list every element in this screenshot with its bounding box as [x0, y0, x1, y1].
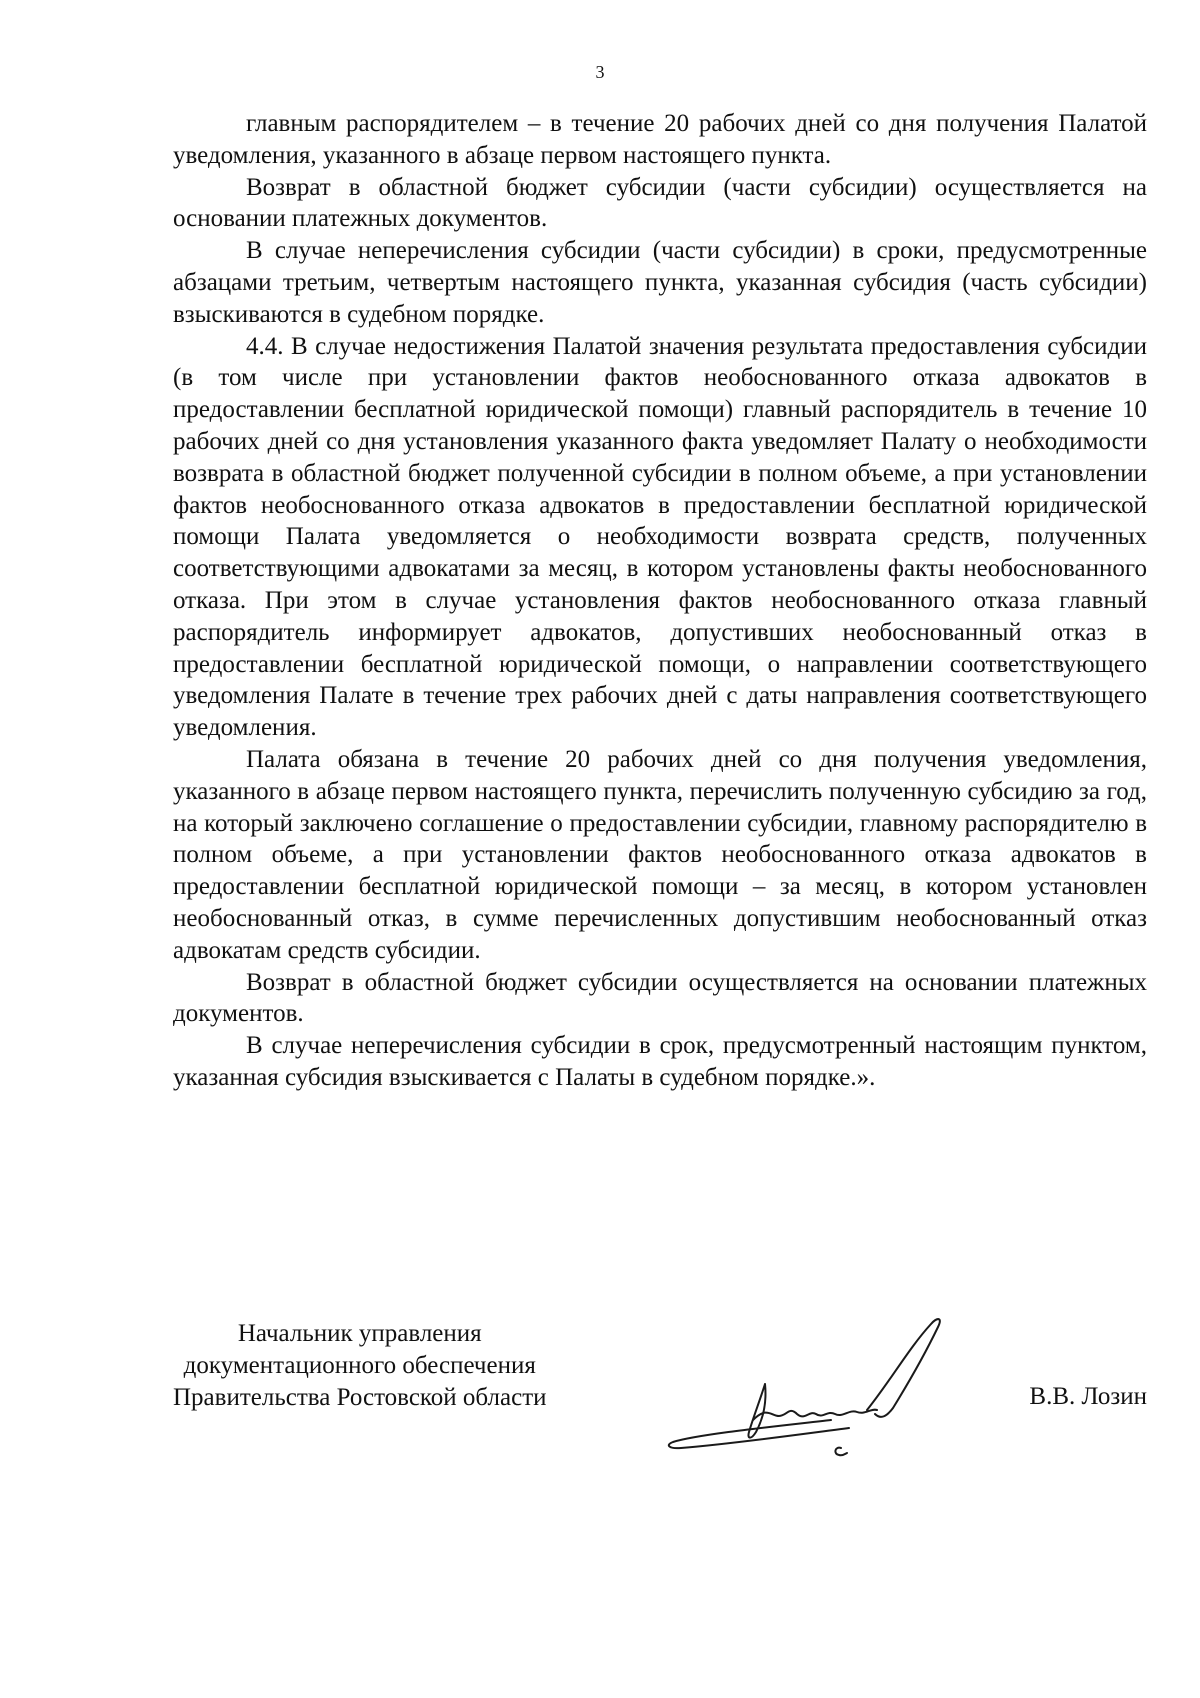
signatory-title-line: документационного обеспечения — [183, 1351, 536, 1379]
document-body — [173, 108, 1147, 1094]
paragraph: Возврат в областной бюджет субсидии осуществляется на основании платежных документов. — [173, 968, 1147, 1028]
signature-stroke — [835, 1448, 847, 1456]
paragraph: Палата обязана в течение 20 рабочих дней со дня получения уведомления, указанного в абзаце первом настоящего пункта, перечислить полученную субсидию за год, на который заключено соглашение о предоставлении субсидии, главному распорядителю в полном объеме, а при установлении фактов необоснованного отказа адвокатов в предоставлении бесплатной юридической помощи – за месяц, в котором установлен необоснованный отказ, в сумме перечисленных допустившим необоснованный отказ адвокатам средств субсидии. — [173, 745, 1147, 964]
signatory-title-line: Правительства Ростовской области — [173, 1383, 547, 1411]
signature-stroke — [753, 1410, 877, 1420]
signatory-title-line: Начальник управления — [237, 1320, 482, 1347]
page-number: 3 — [595, 62, 605, 82]
paragraph: В случае неперечисления субсидии (части субсидии) в сроки, предусмотренные абзацами третьим, четвертым настоящего пункта, указанная субсидия (часть субсидии) взыскиваются в судебном порядке. — [173, 237, 1147, 328]
paragraph: В случае неперечисления субсидии в срок, предусмотренный настоящим пунктом, указанная субсидия взыскивается с Палаты в судебном порядке.». — [173, 1032, 1147, 1091]
paragraph: Возврат в областной бюджет субсидии (части субсидии) осуществляется на основании платежных документов. — [173, 173, 1147, 233]
signature-block — [173, 1318, 1147, 1478]
handwritten-signature — [653, 1308, 953, 1468]
signature-stroke — [867, 1319, 940, 1417]
paragraph: главным распорядителем – в течение 20 рабочих дней со дня получения Палатой уведомления, указанного в абзаце первом настоящего пункта. — [173, 110, 1147, 169]
paragraph: 4.4. В случае недостижения Палатой значения результата предоставления субсидии (в том числе при установлении фактов необоснованного отказа адвокатов в предоставлении бесплатной юридической помощи) главный распорядитель в течение 10 рабочих дней со дня установления указанного факта уведомляет Палату о необходимости возврата в областной бюджет полученной субсидии в полном объеме, а при установлении фактов необоснованного отказа адвокатов в предоставлении бесплатной юридической помощи Палата уведомляется о необходимости возврата средств, полученных соответствующими адвокатами за месяц, в котором установлены факты необоснованного отказа. При этом в случае установления фактов необоснованного отказа главный распорядитель информирует адвокатов, допустивших необоснованный отказ в предоставлении бесплатной юридической помощи, о направлении соответствующего уведомления Палате в течение трех рабочих дней с даты направления соответствующего уведомления. — [173, 332, 1147, 742]
signatory-title — [173, 1318, 547, 1413]
signatory-name: В.В. Лозин — [1029, 1383, 1147, 1410]
